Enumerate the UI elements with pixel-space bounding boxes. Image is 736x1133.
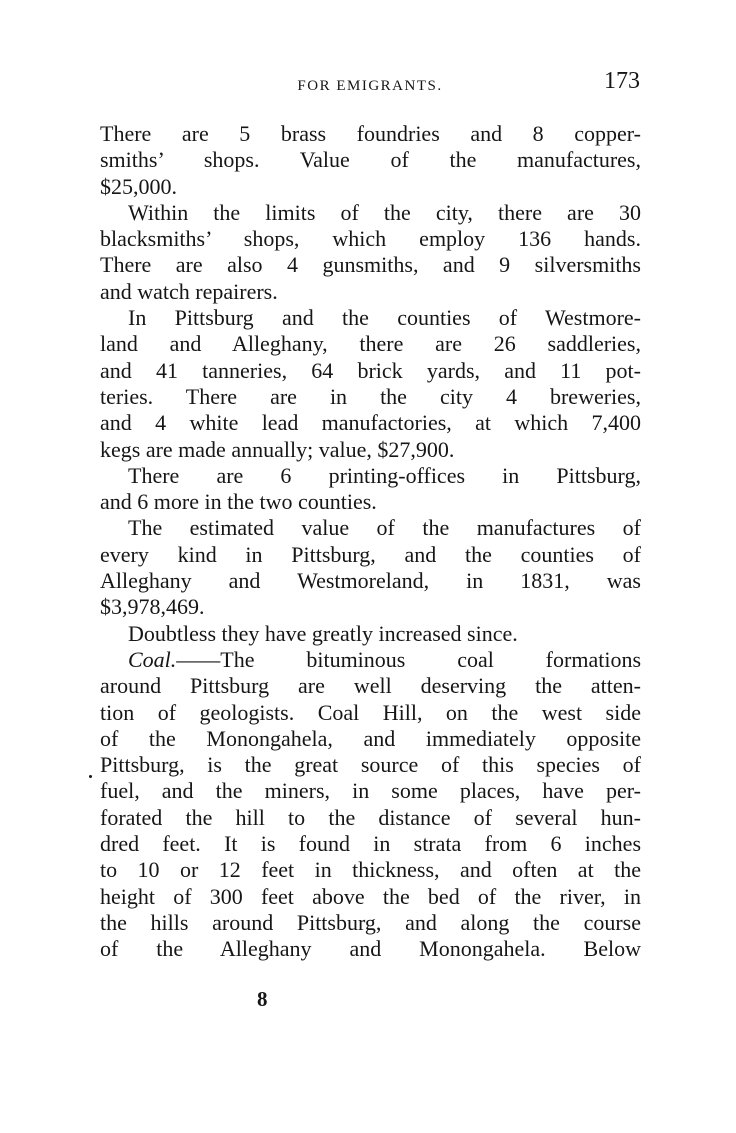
body-text	[100, 121, 641, 963]
text-line: every kind in Pittsburg, and the counties of	[100, 541, 641, 567]
text-line: Doubtless they have greatly increased since.	[128, 620, 518, 646]
page-number: 173	[604, 68, 640, 94]
text-line: around Pittsburg are well deserving the atten-	[100, 673, 641, 699]
running-head: FOR EMIGRANTS.	[297, 78, 443, 94]
margin-mark	[89, 775, 92, 778]
text-line: fuel, and the miners, in some places, have per-	[100, 778, 641, 804]
text-line: to 10 or 12 feet in thickness, and often at the	[100, 857, 641, 883]
text-line: The estimated value of the manufactures of	[128, 515, 641, 541]
text-line: Alleghany and Westmoreland, in 1831, was	[100, 568, 641, 594]
text-line: smiths’ shops. Value of the manufactures,	[100, 147, 641, 173]
text-line: dred feet. It is found in strata from 6 inches	[100, 831, 641, 857]
text-line: land and Alleghany, there are 26 saddleries,	[100, 331, 641, 357]
text-line: Within the limits of the city, there are 30	[128, 199, 641, 225]
text-line: There are also 4 gunsmiths, and 9 silversmiths	[100, 252, 641, 278]
text-line: kegs are made annually; value, $27,900.	[100, 436, 455, 462]
coal-heading: Coal.	[128, 646, 177, 672]
text-line: There are 6 printing-offices in Pittsburg,	[128, 462, 641, 488]
text-line: and 4 white lead manufactories, at which 7,400	[100, 410, 641, 436]
text-line: $3,978,469.	[100, 594, 205, 620]
text-line: and watch repairers.	[100, 278, 278, 304]
coal-line	[100, 647, 641, 673]
text-line: tion of geologists. Coal Hill, on the west side	[100, 699, 641, 725]
text-line: There are 5 brass foundries and 8 copper-	[100, 121, 641, 146]
text-line: teries. There are in the city 4 breweries,	[100, 383, 641, 409]
text-line: and 6 more in the two counties.	[100, 489, 377, 515]
text-line: height of 300 feet above the bed of the river, in	[100, 883, 641, 909]
text-line: of the Monongahela, and immediately opposite	[100, 725, 641, 751]
text-line: In Pittsburg and the counties of Westmore-	[128, 305, 641, 331]
text-line: of the Alleghany and Monongahela. Below	[100, 936, 641, 962]
text-line: forated the hill to the distance of several hun-	[100, 804, 641, 830]
coal-line-text: ——The bituminous coal formations	[176, 646, 641, 672]
text-line: and 41 tanneries, 64 brick yards, and 11 pot-	[100, 357, 641, 383]
signature-mark: 8	[257, 987, 268, 1011]
text-line: $25,000.	[100, 173, 177, 199]
page-header	[100, 66, 640, 96]
text-line: the hills around Pittsburg, and along the course	[100, 909, 641, 935]
text-line: blacksmiths’ shops, which employ 136 hands.	[100, 226, 641, 252]
text-line: Pittsburg, is the great source of this species of	[100, 752, 641, 778]
